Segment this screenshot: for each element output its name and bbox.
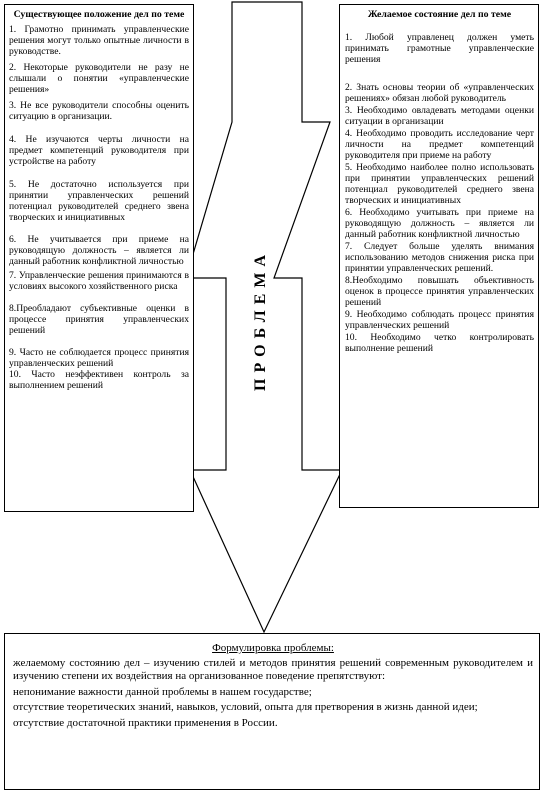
current-state-item-7: 7. Управленческие решения принимаются в условиях высокого хозяйственного риска xyxy=(9,270,189,292)
desired-state-item-6: 6. Необходимо учитывать при приеме на руководящую должность – является ли данный работник конфликтной личностью xyxy=(345,207,534,240)
current-state-item-5: 5. Не достаточно используется при принятии управленческих решений потенциал руководителей среднего звена творческих и инициативных xyxy=(9,179,189,223)
desired-state-item-9: 9. Необходимо соблюдать процесс принятия управленческих решений xyxy=(345,309,534,331)
problem-formulation-line-4: отсутствие достаточной практики применения в России. xyxy=(13,716,278,729)
problem-formulation-title: Формулировка проблемы: xyxy=(212,642,334,654)
problem-formulation-box xyxy=(4,633,540,790)
desired-state-item-1: 1. Любой управленец должен уметь принимать грамотные управленческие решения xyxy=(345,32,534,65)
desired-state-item-5: 5. Необходимо наиболее полно использовать при принятии управленческих решений потенциал руководителей среднего звена творческих и инициативных xyxy=(345,162,534,206)
current-state-item-1: 1. Грамотно принимать управленческие решения могут только опытные личности в руководстве. xyxy=(9,24,189,57)
current-state-item-4: 4. Не изучаются черты личности на предмет компетенций руководителя при устройстве на работу xyxy=(9,134,189,167)
current-state-item-9-10: 9. Часто не соблюдается процесс принятия управленческих решений 10. Часто неэффективен контроль за выполнением решений xyxy=(9,347,189,391)
desired-state-title: Желаемое состояние дел по теме xyxy=(367,9,512,20)
desired-state-item-10: 10. Необходимо четко контролировать выполнение решений xyxy=(345,332,534,354)
desired-state-box xyxy=(339,4,539,508)
current-state-item-8: 8.Преобладают субъективные оценки в процессе принятия управленческих решений xyxy=(9,303,189,336)
current-state-item-2: 2. Некоторые руководители не разу не слышали о понятии «управленческие решения» xyxy=(9,62,189,95)
current-state-title: Существующее положение дел по теме xyxy=(13,9,185,20)
desired-state-item-2: 2. Знать основы теории об «управленческих решениях» обязан любой руководитель xyxy=(345,82,534,104)
problem-formulation-line-1: желаемому состоянию дел – изучению стилей и методов принятия решений современным руководителем и изучению степени их воздействия на организованное поведение препятствуют: xyxy=(13,656,533,683)
current-state-item-6: 6. Не учитывается при приеме на руководящую должность – является ли данный работник конфликтной личностью xyxy=(9,234,189,267)
current-state-box xyxy=(4,4,194,512)
problem-label: ПРОБЛЕМА xyxy=(252,249,269,391)
desired-state-item-7: 7. Следует больше уделять внимания использованию методов снижения риска при принятии управленческих решений. xyxy=(345,241,534,274)
desired-state-item-4: 4. Необходимо проводить исследование черт личности на предмет компетенций руководителя при приеме на работу xyxy=(345,128,534,161)
desired-state-item-3: 3. Необходимо овладевать методами оценки ситуации в организации xyxy=(345,105,534,127)
problem-formulation-line-3: отсутствие теоретических знаний, навыков, условий, опыта для претворения в жизнь данной идеи; xyxy=(13,701,478,714)
problem-formulation-line-2: непонимание важности данной проблемы в нашем государстве; xyxy=(13,685,312,698)
current-state-item-3: 3. Не все руководители способны оценить ситуацию в организации. xyxy=(9,100,189,122)
desired-state-item-8: 8.Необходимо повышать объективность оценок в процессе принятия управленческих решений xyxy=(345,275,534,308)
